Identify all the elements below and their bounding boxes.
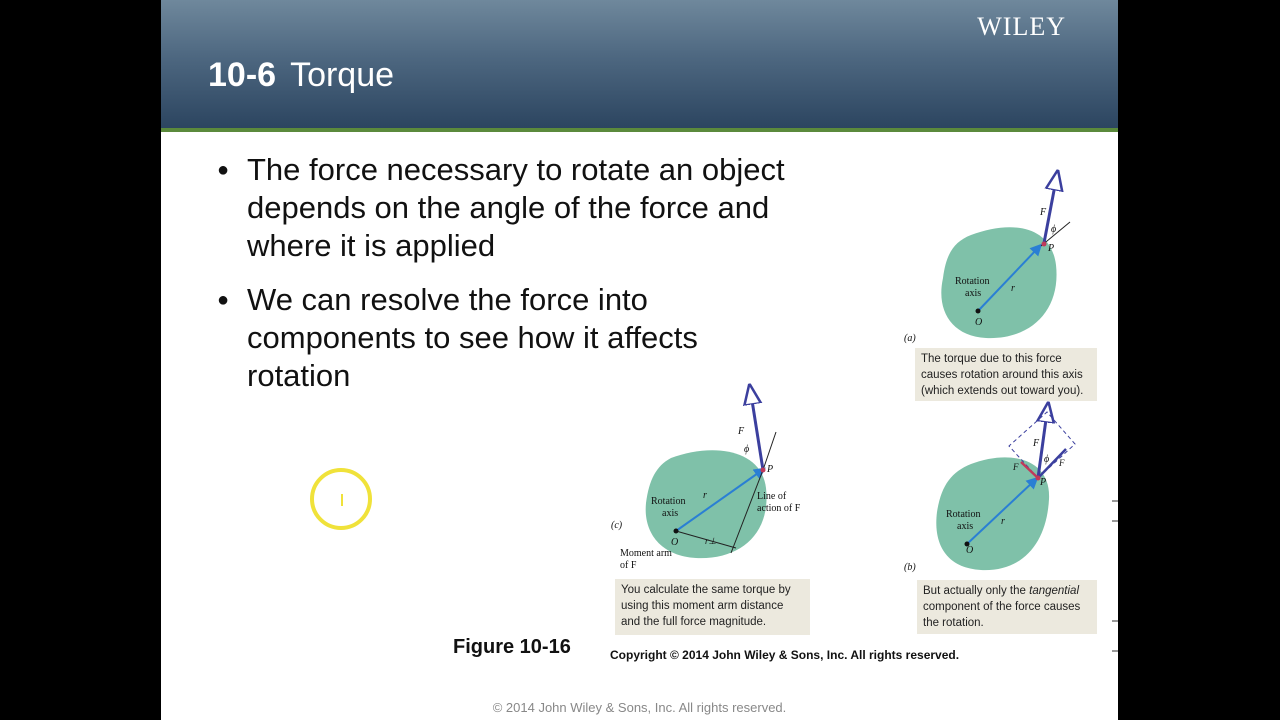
svg-text:action of F: action of F: [757, 503, 801, 514]
bullet-item: [217, 281, 787, 395]
svg-text:P: P: [1040, 477, 1047, 488]
svg-text:of F: of F: [620, 560, 637, 571]
slide-footer: © 2014 John Wiley & Sons, Inc. All rights reserved.: [492, 700, 787, 715]
bullet-item: [217, 151, 787, 265]
header-divider: [161, 128, 1118, 132]
svg-text:O: O: [966, 545, 974, 556]
svg-text:F: F: [1013, 462, 1019, 472]
svg-text:ϕ: ϕ: [1044, 454, 1050, 465]
slide-title: [208, 56, 394, 95]
bullet-dot-icon: ●: [217, 289, 230, 311]
rotation-axis-label: Rotation: [651, 496, 686, 507]
svg-text:r: r: [1001, 516, 1005, 527]
svg-text:P: P: [767, 464, 774, 475]
section-title: Torque: [290, 56, 395, 94]
svg-text:r: r: [703, 490, 707, 501]
svg-text:O: O: [975, 317, 983, 328]
svg-text:F: F: [1059, 458, 1065, 468]
slide: [161, 0, 1118, 720]
svg-text:F: F: [1033, 438, 1040, 449]
caption-panel-c: You calculate the same torque by using this moment arm distance and the full force magnitude.: [615, 579, 810, 635]
panel-tag: (a): [904, 333, 916, 344]
svg-text:O: O: [671, 537, 679, 548]
bullet-text: The force necessary to rotate an object depends on the angle of the force and where it is applied: [247, 152, 785, 263]
figure-panel-c: [601, 388, 821, 578]
figure-panel-b: [901, 404, 1101, 579]
slide-header: [161, 0, 1118, 128]
svg-text:ϕ: ϕ: [744, 444, 750, 455]
figure-panel-a: [901, 170, 1101, 345]
section-number: 10-6: [208, 56, 277, 94]
moment-arm-label: Moment arm: [620, 548, 672, 559]
svg-text:P: P: [1048, 243, 1055, 254]
svg-text:r: r: [1011, 283, 1015, 294]
bullet-dot-icon: ●: [217, 159, 230, 181]
svg-text:ϕ: ϕ: [1051, 224, 1057, 235]
svg-text:F: F: [1040, 207, 1047, 218]
figure-label: Figure 10-16: [453, 636, 571, 658]
svg-text:axis: axis: [662, 508, 679, 519]
svg-text:F: F: [738, 426, 745, 437]
slide-edge-marks: [1112, 490, 1118, 670]
rotation-axis-label: Rotation: [946, 509, 981, 520]
bullet-text: We can resolve the force into components to see how it affects rotation: [247, 282, 698, 393]
wiley-logo: WILEY: [977, 12, 1066, 41]
svg-text:axis: axis: [957, 521, 974, 532]
text-cursor-icon: [341, 494, 343, 506]
figure-copyright: Copyright © 2014 John Wiley & Sons, Inc. All rights reserved.: [610, 648, 960, 662]
svg-text:axis: axis: [965, 288, 982, 299]
line-of-action-label: Line of: [757, 491, 787, 502]
caption-panel-b: But actually only the tangential component of the force causes the rotation.: [917, 580, 1097, 634]
panel-tag: (b): [904, 562, 916, 573]
rotation-axis-label: Rotation: [955, 276, 990, 287]
caption-panel-a: The torque due to this force causes rotation around this axis (which extends out toward you).: [915, 348, 1097, 401]
svg-text:r⊥: r⊥: [705, 536, 717, 546]
panel-tag: (c): [611, 520, 623, 531]
